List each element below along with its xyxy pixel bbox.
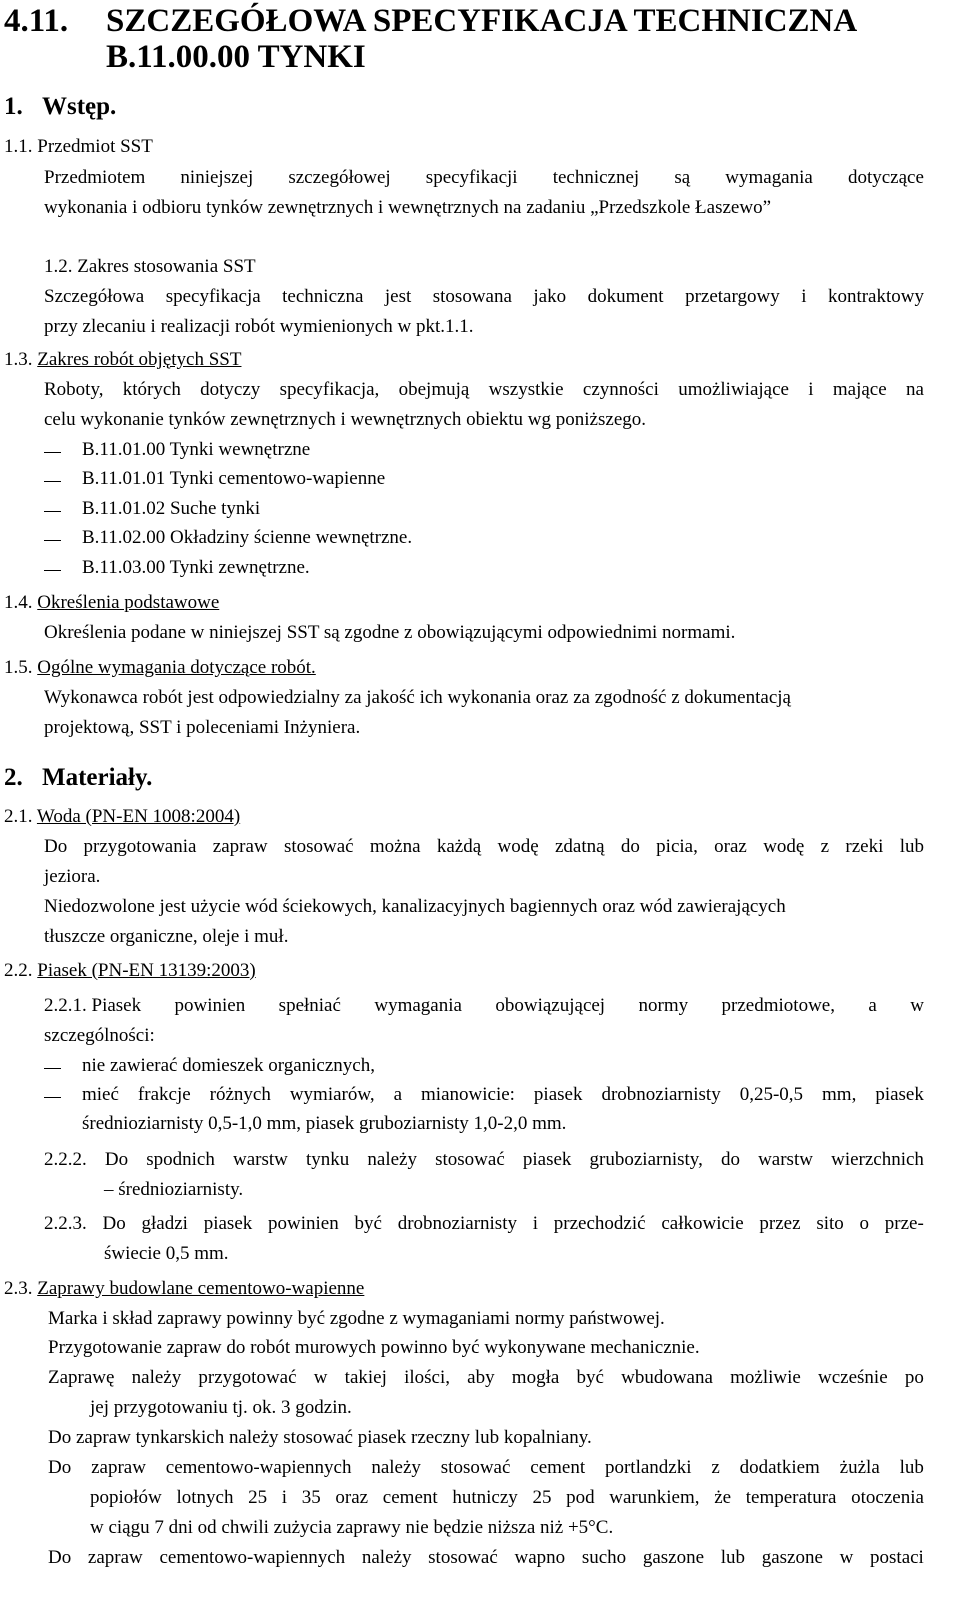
list-dash xyxy=(44,452,61,453)
word: do xyxy=(720,1149,740,1170)
chapter-subtitle: B.11.00.00 TYNKI xyxy=(106,39,366,75)
word: specyfikacja xyxy=(165,286,261,307)
list-dash xyxy=(44,570,61,571)
word: 35 xyxy=(301,1487,321,1508)
bullet-item-line-2: średnioziarnisty 0,5-1,0 mm, piasek gruboziarnisty 1,0-2,0 mm. xyxy=(82,1113,567,1134)
list-item: B.11.01.01 Tynki cementowo-wapienne xyxy=(82,468,386,489)
subsection-2-2-3-line-1 xyxy=(44,1212,924,1236)
word: i xyxy=(532,1213,539,1234)
word: spełniać xyxy=(278,995,341,1016)
chapter-title: SZCZEGÓŁOWA SPECYFIKACJA TECHNICZNA xyxy=(106,3,858,39)
word: możliwie xyxy=(730,1367,801,1388)
word: stosowana xyxy=(432,286,512,307)
word: a xyxy=(393,1084,403,1105)
word: 2.2.1. Piasek xyxy=(44,995,142,1016)
word: Szczegółowa xyxy=(44,286,145,307)
word: przygotowania xyxy=(83,836,197,857)
subsection-2-2-2-line-1 xyxy=(44,1148,924,1172)
word: 2.2.2. xyxy=(44,1149,87,1170)
subsection-2-3-line-2: Przygotowanie zapraw do robót murowych powinno być wykonywane mechanicznie. xyxy=(48,1337,700,1358)
word: 2.2.3. xyxy=(44,1213,87,1234)
word: i xyxy=(281,1487,288,1508)
subsection-2-2-3-line-2: świecie 0,5 mm. xyxy=(104,1243,229,1264)
word: jako xyxy=(533,286,567,307)
word: Do xyxy=(104,1149,129,1170)
section-2-title: Materiały. xyxy=(42,764,153,791)
word: wszystkie xyxy=(488,379,564,400)
list-item: B.11.02.00 Okładziny ścienne wewnętrzne. xyxy=(82,527,413,548)
word: oraz xyxy=(335,1487,369,1508)
word: stosować xyxy=(428,1547,498,1568)
subsection-1-5-line-2: projektową, SST i poleceniami Inżyniera. xyxy=(44,717,361,738)
word: różnych xyxy=(209,1084,271,1105)
word: frakcje xyxy=(137,1084,191,1105)
word: takiej xyxy=(344,1367,387,1388)
word: piasek xyxy=(203,1213,253,1234)
word: sito xyxy=(816,1213,844,1234)
word: wodę xyxy=(763,836,805,857)
word: portlandzki xyxy=(604,1457,692,1478)
word: aby xyxy=(467,1367,495,1388)
word: piasek xyxy=(533,1084,583,1105)
word: warunkiem, xyxy=(609,1487,700,1508)
subsection-2-3-heading: 2.3. Zaprawy budowlane cementowo-wapienne xyxy=(4,1278,365,1299)
word: zapraw xyxy=(87,1547,143,1568)
word: w xyxy=(839,1547,854,1568)
word: Zaprawę xyxy=(48,1367,115,1388)
subsection-2-1-line-3: Niedozwolone jest użycie wód ściekowych, kanalizacyjnych bagiennych oraz wód zawierających xyxy=(44,896,786,917)
word: o xyxy=(859,1213,870,1234)
word: z xyxy=(711,1457,720,1478)
list-dash xyxy=(44,481,61,482)
word: tynku xyxy=(305,1149,350,1170)
subsection-2-2-heading: 2.2. Piasek (PN-EN 13139:2003) xyxy=(4,960,256,981)
section-2-number: 2. xyxy=(4,764,23,791)
word: wodę xyxy=(497,836,539,857)
subsection-2-2-2-line-2: – średnioziarnisty. xyxy=(104,1179,244,1200)
subsection-1-2-heading: 1.2. Zakres stosowania SST xyxy=(44,256,256,277)
subsection-2-3-line-6 xyxy=(48,1546,924,1570)
word: Do xyxy=(44,836,68,857)
subsection-2-3-line-4: Do zapraw tynkarskich należy stosować piasek rzeczny lub kopalniany. xyxy=(48,1427,592,1448)
word: specyfikacja, xyxy=(279,379,380,400)
word: hutniczy xyxy=(452,1487,518,1508)
word: mianowicie: xyxy=(421,1084,515,1105)
word: że xyxy=(714,1487,732,1508)
word: temperatura xyxy=(745,1487,837,1508)
word: piasek xyxy=(522,1149,572,1170)
subsection-2-1-line-4: tłuszcze organiczne, oleje i muł. xyxy=(44,926,289,947)
word: lub xyxy=(720,1547,746,1568)
word: dodatkiem xyxy=(739,1457,820,1478)
word: obowiązującej xyxy=(495,995,606,1016)
list-item: B.11.01.00 Tynki wewnętrzne xyxy=(82,439,311,460)
subsection-2-2-1-line-1 xyxy=(44,994,924,1018)
word: niniejszej xyxy=(180,167,254,188)
word: picia, xyxy=(656,836,698,857)
word: rzeki xyxy=(845,836,884,857)
subsection-1-2-line-2: przy zlecaniu i realizacji robót wymienionych w pkt.1.1. xyxy=(44,316,474,337)
list-item: B.11.01.02 Suche tynki xyxy=(82,498,261,519)
word: techniczna xyxy=(282,286,364,307)
word: można xyxy=(369,836,421,857)
word: drobnoziarnisty xyxy=(397,1213,517,1234)
word: po xyxy=(904,1367,924,1388)
word: warstw xyxy=(758,1149,813,1170)
word: stosować xyxy=(440,1457,511,1478)
word: mające xyxy=(832,379,887,400)
word: należy xyxy=(131,1367,182,1388)
word: cement xyxy=(382,1487,438,1508)
word: i xyxy=(808,379,814,400)
word: przetargowy xyxy=(685,286,780,307)
word: technicznej xyxy=(552,167,640,188)
word: przechodzić xyxy=(553,1213,646,1234)
word: dokument xyxy=(587,286,664,307)
section-1-title: Wstęp. xyxy=(42,93,117,120)
word: być xyxy=(576,1367,604,1388)
word: lub xyxy=(899,836,924,857)
subsection-2-1-heading: 2.1. Woda (PN-EN 1008:2004) xyxy=(4,806,241,827)
word: z xyxy=(820,836,830,857)
word: w xyxy=(910,995,924,1016)
word: których xyxy=(122,379,181,400)
word: wcześnie xyxy=(818,1367,888,1388)
word: należy xyxy=(367,1149,417,1170)
word: lotnych xyxy=(176,1487,234,1508)
word: a xyxy=(868,995,877,1016)
word: być xyxy=(354,1213,382,1234)
word: mieć xyxy=(82,1084,119,1105)
word: wymagania xyxy=(374,995,462,1016)
word: wymagania xyxy=(725,167,813,188)
word: gruboziarnisty, xyxy=(589,1149,703,1170)
subsection-1-3-heading: 1.3. Zakres robót objętych SST xyxy=(4,349,242,370)
subsection-1-5-line-1: Wykonawca robót jest odpowiedzialny za jakość ich wykonania oraz za zgodność z dokumentacją xyxy=(44,687,791,708)
word: Do xyxy=(48,1547,72,1568)
word: wierzchnich xyxy=(831,1149,924,1170)
subsection-2-3-line-3 xyxy=(48,1366,924,1390)
word: sucho xyxy=(581,1547,627,1568)
subsection-2-3-line-1: Marka i skład zaprawy powinny być zgodne z wymaganiami normy państwowej. xyxy=(48,1308,665,1329)
subsection-1-1-line-1 xyxy=(44,166,924,190)
subsection-2-3-line-5 xyxy=(48,1456,924,1480)
subsection-2-1-line-1 xyxy=(44,835,924,859)
word: ilości, xyxy=(404,1367,450,1388)
word: normy xyxy=(638,995,689,1016)
word: umożliwiające xyxy=(678,379,789,400)
word: pod xyxy=(566,1487,595,1508)
word: obejmują xyxy=(398,379,470,400)
word: każdą xyxy=(436,836,482,857)
word: przedmiotowe, xyxy=(721,995,835,1016)
word: warstw xyxy=(232,1149,288,1170)
list-item: B.11.03.00 Tynki zewnętrzne. xyxy=(82,557,310,578)
word: są xyxy=(674,167,691,188)
section-1-number: 1. xyxy=(4,93,23,120)
word: kontraktowy xyxy=(827,286,924,307)
bullet-item: nie zawierać domieszek organicznych, xyxy=(82,1055,375,1076)
word: wbudowana xyxy=(621,1367,713,1388)
word: lub xyxy=(899,1457,924,1478)
word: przygotować xyxy=(198,1367,297,1388)
word: cementowo-wapiennych xyxy=(159,1547,346,1568)
subsection-1-4-text: Określenia podane w niniejszej SST są zgodne z obowiązującymi odpowiednimi normami. xyxy=(44,622,736,643)
word: stosować xyxy=(435,1149,505,1170)
subsection-1-1-line-2: wykonania i odbioru tynków zewnętrznych i wewnętrznych na zadaniu „Przedszkole Łaszewo” xyxy=(44,197,772,218)
word: specyfikacji xyxy=(425,167,518,188)
word: cementowo-wapiennych xyxy=(165,1457,352,1478)
word: na xyxy=(905,379,924,400)
subsection-1-2-line-1 xyxy=(44,285,924,309)
word: wymiarów, xyxy=(289,1084,375,1105)
word: powinien xyxy=(174,995,246,1016)
word: całkowicie xyxy=(661,1213,744,1234)
word: stosować xyxy=(283,836,354,857)
word: przez xyxy=(759,1213,801,1234)
word: spodnich xyxy=(146,1149,215,1170)
subsection-2-3-line-5b xyxy=(90,1486,924,1510)
word: do xyxy=(620,836,640,857)
list-dash xyxy=(44,1097,61,1098)
word: należy xyxy=(361,1547,412,1568)
word: żużla xyxy=(839,1457,880,1478)
subsection-2-1-line-2: jeziora. xyxy=(44,866,101,887)
word: dotyczące xyxy=(847,167,924,188)
word: wapno xyxy=(514,1547,566,1568)
word: drobnoziarnisty xyxy=(601,1084,721,1105)
word: dotyczy xyxy=(200,379,261,400)
word: 0,25-0,5 xyxy=(739,1084,804,1105)
word: Do xyxy=(102,1213,126,1234)
word: gładzi xyxy=(141,1213,188,1234)
subsection-1-4-heading: 1.4. Określenia podstawowe xyxy=(4,592,220,613)
word: i xyxy=(801,286,807,307)
word: Przedmiotem xyxy=(44,167,146,188)
word: 25 xyxy=(248,1487,268,1508)
word: cement xyxy=(530,1457,586,1478)
word: postaci xyxy=(870,1547,924,1568)
word: gaszone xyxy=(761,1547,823,1568)
word: oraz xyxy=(714,836,747,857)
subsection-1-5-heading: 1.5. Ogólne wymagania dotyczące robót. xyxy=(4,657,316,678)
word: zapraw xyxy=(212,836,268,857)
subsection-1-3-line-1 xyxy=(44,378,924,402)
word: w xyxy=(313,1367,328,1388)
word: Do xyxy=(48,1457,72,1478)
word: czynności xyxy=(582,379,659,400)
word: popiołów xyxy=(90,1487,162,1508)
subsection-1-1-heading: 1.1. Przedmiot SST xyxy=(4,136,153,157)
word: prze- xyxy=(884,1213,924,1234)
subsection-1-3-line-2: celu wykonanie tynków zewnętrznych i wewnętrznych obiektu wg poniższego. xyxy=(44,409,646,430)
word: piasek xyxy=(875,1084,924,1105)
word: zapraw xyxy=(91,1457,146,1478)
word: szczegółowej xyxy=(288,167,391,188)
bullet-item-line-1 xyxy=(82,1083,924,1107)
list-dash xyxy=(44,1068,61,1069)
subsection-2-3-line-3b: jej przygotowaniu tj. ok. 3 godzin. xyxy=(90,1397,352,1418)
word: mogła xyxy=(511,1367,560,1388)
word: mm, xyxy=(822,1084,857,1105)
word: otoczenia xyxy=(851,1487,924,1508)
list-dash xyxy=(44,540,61,541)
list-dash xyxy=(44,511,61,512)
chapter-number: 4.11. xyxy=(4,3,69,39)
subsection-2-2-1-line-2: szczególności: xyxy=(44,1025,155,1046)
word: gaszone xyxy=(642,1547,705,1568)
word: należy xyxy=(371,1457,421,1478)
word: powinien xyxy=(268,1213,339,1234)
word: 25 xyxy=(532,1487,552,1508)
subsection-2-3-line-5c: w ciągu 7 dni od chwili zużycia zaprawy nie będzie niższa niż +5°C. xyxy=(90,1517,614,1538)
word: jest xyxy=(384,286,412,307)
word: Roboty, xyxy=(44,379,104,400)
word: zdatną xyxy=(554,836,605,857)
